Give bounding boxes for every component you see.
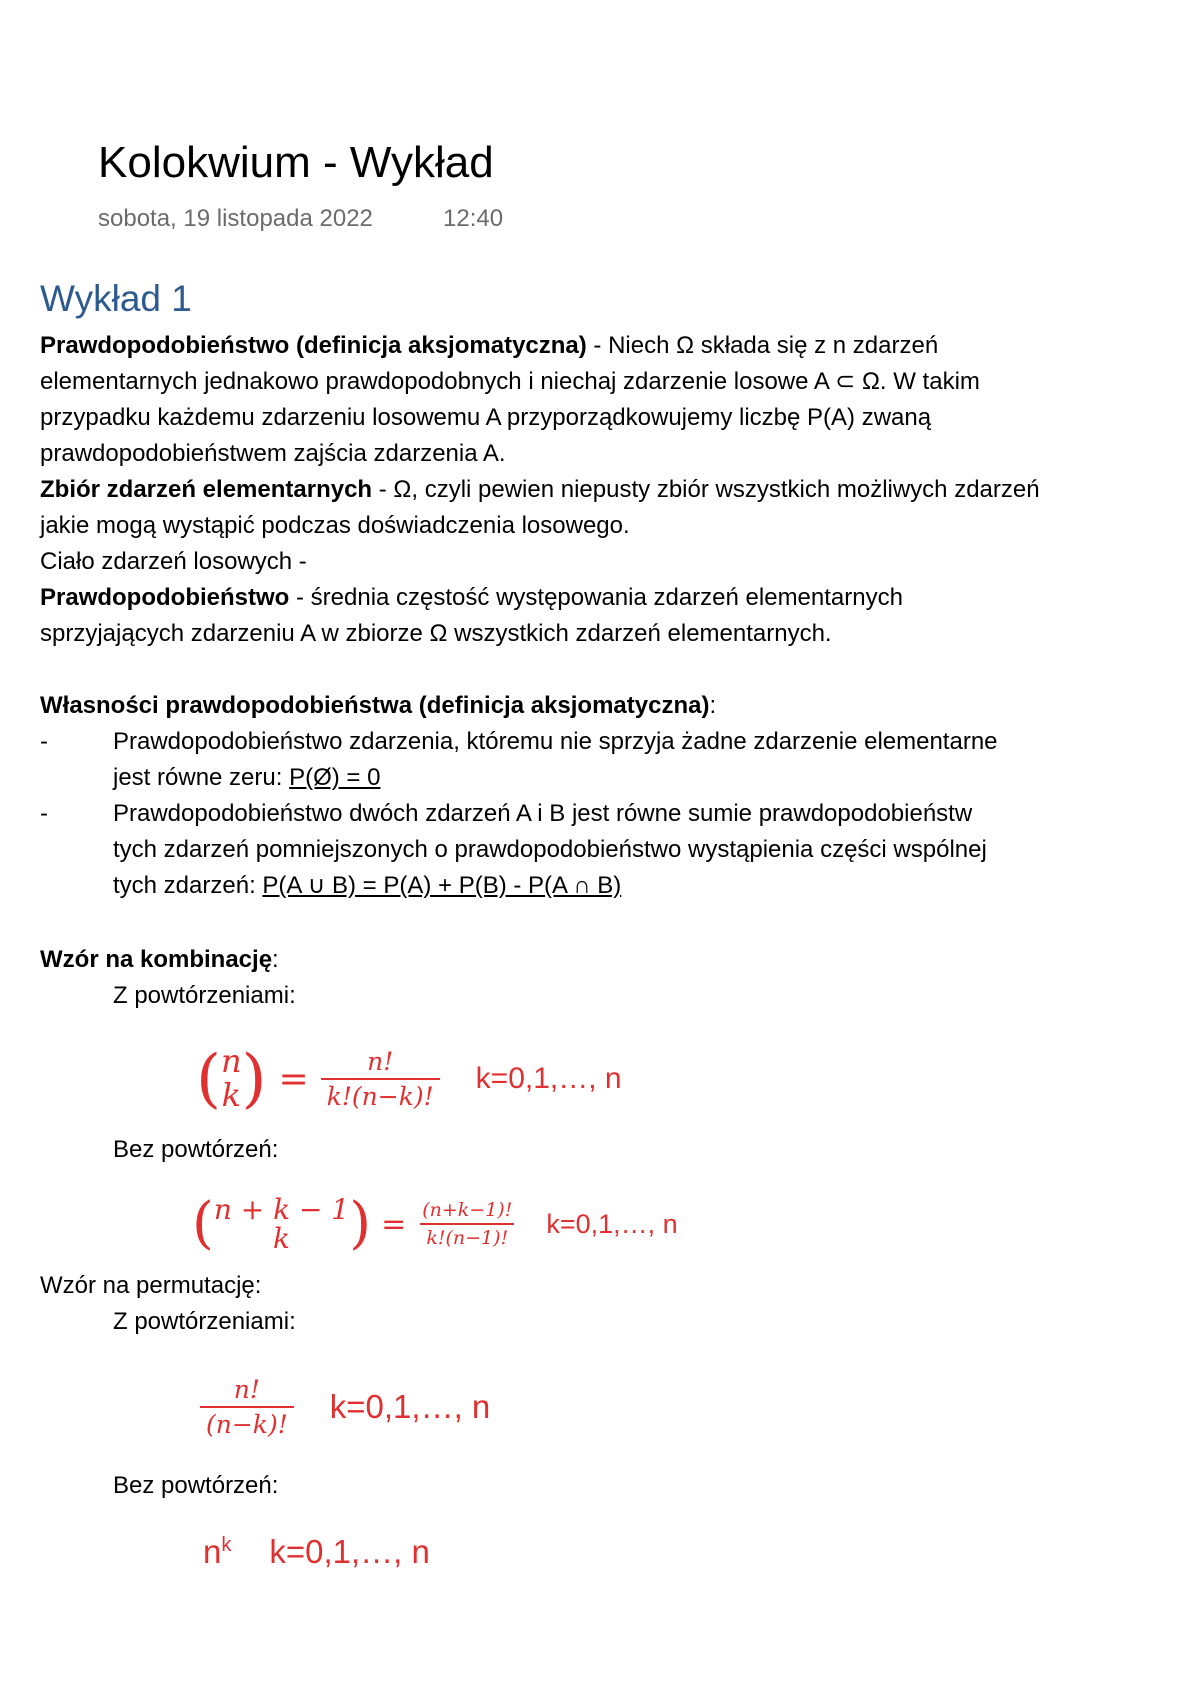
combination-with-repetition-label: Z powtórzeniami: [113,982,296,1009]
definition-sigma-field: Ciało zdarzeń losowych - [40,548,307,575]
combination-without-repetition-label: Bez powtórzeń: [113,1136,279,1163]
definition-term: Zbiór zdarzeń elementarnych [40,476,373,503]
page-time: 12:40 [443,205,504,232]
permutation-range: k=0,1,…, n [269,1533,430,1570]
combination-range: k=0,1,…, n [546,1208,678,1239]
page-title: Kolokwium - Wykład [98,138,494,187]
permutation-range: k=0,1,…, n [329,1388,491,1425]
permutation-without-repetition-formula: $n^k$ k=0,1,…, n [203,1533,430,1570]
combination-with-repetition-formula: ( n k ) = $\frac{n!}{k!(n-k)!}$ k=0,1,…, n [196,1042,622,1116]
combination-without-repetition-formula: ( n + k − 1 k ) = $\frac{(n+k-1)!}{k!(n-1)!}$ k=0,1,…, n [192,1191,678,1256]
formula-empty-set: P(Ø) = 0 [289,764,381,791]
property-item-2: Prawdopodobieństwo dwóch zdarzeń A i B jest równe sumie prawdopodobieństw tych zdarzeń pomniejszonych o prawdopodobieństwo wystąpienia części wspólnej tych zdarzeń: P(A ∪ B) = P(A) + P(B) - P(A ∩ B) [113,800,987,899]
definition-term: Prawdopodobieństwo [40,584,290,611]
permutation-with-repetition-formula: $\frac{n!}{(n-k)!}$ k=0,1,…, n [200,1362,490,1452]
bullet-dash: - [40,728,48,755]
page-date: sobota, 19 listopada 2022 [98,205,373,232]
bullet-dash: - [40,800,48,827]
section-heading: Wykład 1 [40,278,192,319]
definition-probability-classic: Prawdopodobieństwo - średnia częstość występowania zdarzeń elementarnych sprzyjających zdarzeniu A w zbiorze Ω wszystkich zdarzeń elementarnych. [40,584,903,647]
definition-term: Prawdopodobieństwo (definicja aksjomatyczna) [40,332,587,359]
property-item-1: Prawdopodobieństwo zdarzenia, któremu nie sprzyja żadne zdarzenie elementarne jest równe zeru: P(Ø) = 0 [113,728,998,791]
definition-probability-axiomatic: Prawdopodobieństwo (definicja aksjomatyczna) - Niech Ω składa się z n zdarzeń elementarnych jednakowo prawdopodobnych i niechaj zdarzenie losowe A ⊂ Ω. W takim przypadku każdemu zdarzeniu losowemu A przyporządkowujemy liczbę P(A) zwaną prawdopodobieństwem zajścia zdarzenia A. [40,332,980,467]
definition-sample-space: Zbiór zdarzeń elementarnych - Ω, czyli pewien niepusty zbiór wszystkich możliwych zdarzeń jakie mogą wystąpić podczas doświadczenia losowego. [40,476,1040,539]
properties-heading: Własności prawdopodobieństwa (definicja aksjomatyczna): [40,692,717,719]
permutation-with-repetition-label: Z powtórzeniami: [113,1308,296,1335]
formula-union: P(A ∪ B) = P(A) + P(B) - P(A ∩ B) [262,872,622,899]
permutation-without-repetition-label: Bez powtórzeń: [113,1472,279,1499]
combination-heading: Wzór na kombinację: [40,946,279,973]
combination-range: k=0,1,…, n [475,1062,622,1095]
permutation-heading: Wzór na permutację: [40,1272,262,1299]
